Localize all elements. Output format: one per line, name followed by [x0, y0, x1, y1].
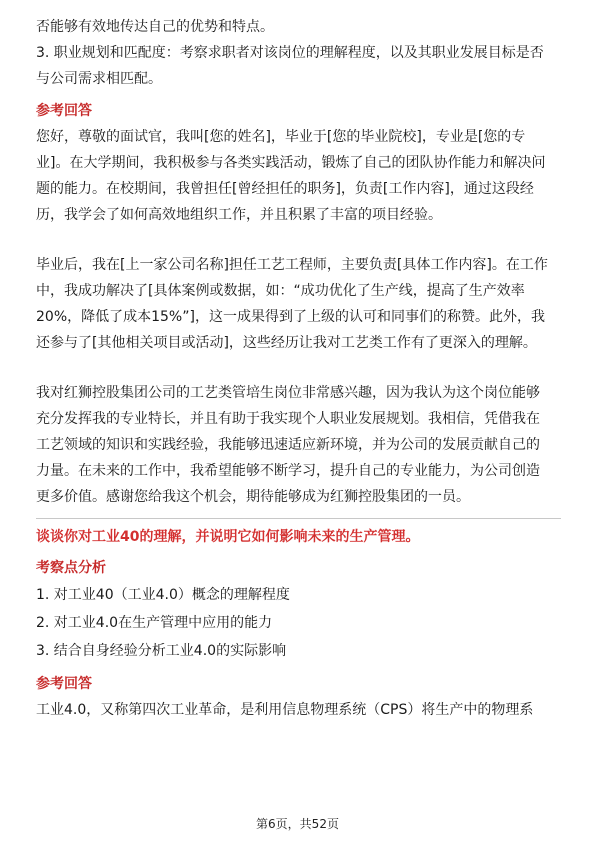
answer-line: 还参与了[其他相关项目或活动]，这些经历让我对工艺类工作有了更深入的理解。: [36, 335, 537, 351]
answer-line: 您好，尊敬的面试官，我叫[您的姓名]，毕业于[您的毕业院校]，专业是[您的专: [36, 129, 526, 145]
question-title: 谈谈你对工业40的理解，并说明它如何影响未来的生产管理。: [36, 529, 420, 545]
analysis-point-1: 1. 对工业40（工业4.0）概念的理解程度: [36, 587, 290, 603]
continued-text: 否能够有效地传达自己的优势和特点。: [36, 19, 274, 35]
analysis-point-3: 3. 结合自身经验分析工业4.0的实际影响: [36, 643, 287, 659]
answer-heading-2: 参考回答: [36, 676, 92, 692]
answer-line: 业]。在大学期间，我积极参与各类实践活动，锻炼了自己的团队协作能力和解决问: [36, 155, 546, 171]
answer-line: 中，我成功解决了[具体案例或数据，如：“成功优化了生产线，提高了生产效率: [36, 283, 525, 299]
analysis-point-2: 2. 对工业4.0在生产管理中应用的能力: [36, 615, 273, 631]
answer-line: 历，我学会了如何高效地组织工作，并且积累了丰富的项目经验。: [36, 207, 442, 223]
answer-line: 我对红狮控股集团公司的工艺类管培生岗位非常感兴趣，因为我认为这个岗位能够: [36, 385, 540, 401]
criteria-item-3-line2: 与公司需求相匹配。: [36, 71, 162, 87]
analysis-heading: 考察点分析: [36, 560, 106, 576]
answer-heading: 参考回答: [36, 103, 92, 119]
answer-line: 充分发挥我的专业特长，并且有助于我实现个人职业发展规划。我相信，凭借我在: [36, 411, 540, 427]
document-page: [36, 14, 561, 723]
criteria-item-3: [36, 40, 561, 92]
answer-paragraph-1: [36, 124, 561, 228]
answer-line: 20%，降低了成本15%”]，这一成果得到了上级的认可和同事们的称赞。此外，我: [36, 309, 545, 325]
section-divider: [36, 518, 561, 519]
answer-paragraph-2: [36, 252, 561, 356]
answer-line: 工艺领域的知识和实践经验，我能够迅速适应新环境，并为公司的发展贡献自己的: [36, 437, 540, 453]
answer-line: 题的能力。在校期间，我曾担任[曾经担任的职务]，负责[工作内容]，通过这段经: [36, 181, 534, 197]
answer-line: 力量。在未来的工作中，我希望能够不断学习，提升自己的专业能力，为公司创造: [36, 463, 540, 479]
answer-line: 毕业后，我在[上一家公司名称]担任工艺工程师，主要负责[具体工作内容]。在工作: [36, 257, 548, 273]
criteria-item-3-line1: 3. 职业规划和匹配度：考察求职者对该岗位的理解程度，以及其职业发展目标是否: [36, 45, 544, 61]
answer-line: 更多价值。感谢您给我这个机会，期待能够成为红狮控股集团的一员。: [36, 489, 470, 505]
answer-2-first-line: 工业4.0，又称第四次工业革命，是利用信息物理系统（CPS）将生产中的物理系: [36, 702, 534, 718]
answer-paragraph-3: [36, 380, 561, 510]
page-number: 第6页，共52页: [256, 817, 339, 831]
